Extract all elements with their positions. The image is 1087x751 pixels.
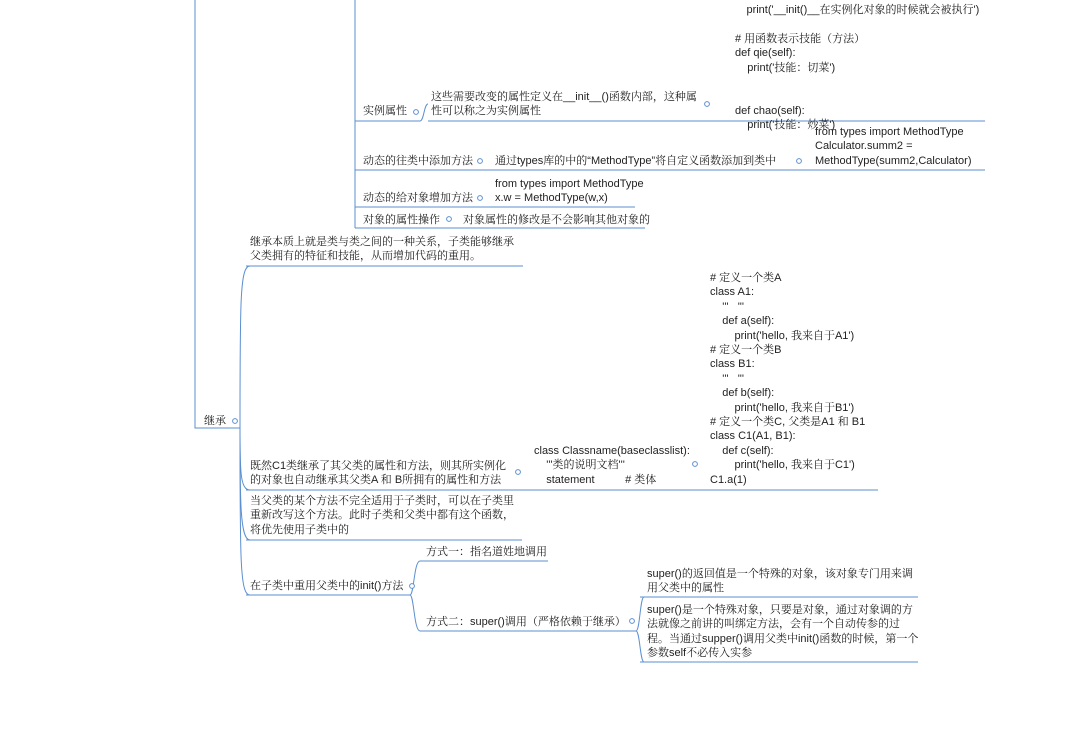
reuse-init-label[interactable]: 在子类中重用父类中的init()方法 [250,580,404,592]
collapse-dot-attr-ops [447,217,452,222]
init-print-code: print('__init()__在实例化对象的时候就会被执行') [722,4,980,16]
inherit-branch-override [240,428,250,540]
override-text: 当父类的某个方法不完全适用于子类时，可以在子类里重新改写这个方法。此时子类和父类中都有这个函数，将优先使用子类中的 [250,495,514,536]
collapse-dot-c1 [516,470,521,475]
dyn-class-method-label[interactable]: 动态的往类中添加方法 [363,155,473,167]
collapse-dot-reuse [410,584,415,589]
attr-ops-label[interactable]: 对象的属性操作 [363,214,440,226]
reuse-way1-link [410,561,420,595]
instance-attr-link [420,104,428,121]
instance-attr-label[interactable]: 实例属性 [363,105,407,117]
inherit-label[interactable]: 继承 [204,415,226,427]
class-syntax-code: class Classname(baseclasslist): '''类的说明文档''' statement # 类体 [534,445,690,486]
dyn-class-method-code: from types import MethodType Calculator.summ2 = MethodType(summ2,Calculator) [815,126,972,167]
collapse-dot-inherit [233,419,238,424]
attr-ops-desc: 对象属性的修改是不会影响其他对象的 [463,214,650,226]
collapse-dot-dyn-class [478,159,483,164]
inherit-branch-essence [240,266,250,428]
method-block-code: # 用函数表示技能（方法） def qie(self): print('技能：切菜') def chao(self): print('技能：炒菜') [735,33,866,132]
multi-inherit-example-code: # 定义一个类A class A1: ''' ''' def a(self): print('hello, 我来自于A1') # 定义一个类B class B1: ''' ''' def b(self): print('hello, 我来自于B1') # 定义一个类C, 父类是A1 和 B1 class C1(A1, B1): def c(self): print('hello, 我来自于C1') C1.a(1) [710,272,866,486]
c1-inherit-text: 既然C1类继承了其父类的属性和方法，则其所实例化的对象也自动继承其父类A 和 B所拥有的属性和方法 [250,460,507,487]
super-return-text: super()的返回值是一个特殊的对象，该对象专门用来调用父类中的属性 [647,568,913,595]
collapse-dot-instance-attr [414,110,419,115]
inherit-essence-text: 继承本质上就是类与类之间的一种关系，子类能够继承父类拥有的特征和技能，从而增加代码的重用。 [250,236,514,263]
reuse-way2-text[interactable]: 方式二：super()调用（严格依赖于继承） [426,616,626,628]
inherit-branch-c1 [240,428,250,490]
main-spine-line [195,0,240,428]
collapse-dot-dyn-obj [478,196,483,201]
collapse-dot-way2 [630,619,635,624]
super-detail-text: super()是一个特殊对象，只要是对象，通过对象调的方法就像之前讲的叫绑定方法，会有一个自动传参的过程。当通过supper()调用父类中init()函数的时候，第一个参数self不必传入实参 [647,604,919,660]
dyn-obj-method-code: from types import MethodType x.w = MethodType(w,x) [495,178,644,205]
dyn-obj-method-label[interactable]: 动态的给对象增加方法 [363,192,473,204]
way2-return-link [636,597,644,631]
dyn-class-method-desc: 通过types库的中的“MethodType”将自定义函数添加到类中 [495,155,777,167]
reuse-way2-link [410,595,420,631]
instance-attr-desc: 这些需要改变的属性定义在__init__()函数内部，这种属性可以称之为实例属性 [431,91,697,118]
way2-detail-link [636,631,644,662]
collapse-dot-syntax [693,462,698,467]
collapse-dot-instance-desc [705,102,710,107]
collapse-dot-dyn-class-desc [797,159,802,164]
reuse-way1-text[interactable]: 方式一：指名道姓地调用 [426,546,547,558]
